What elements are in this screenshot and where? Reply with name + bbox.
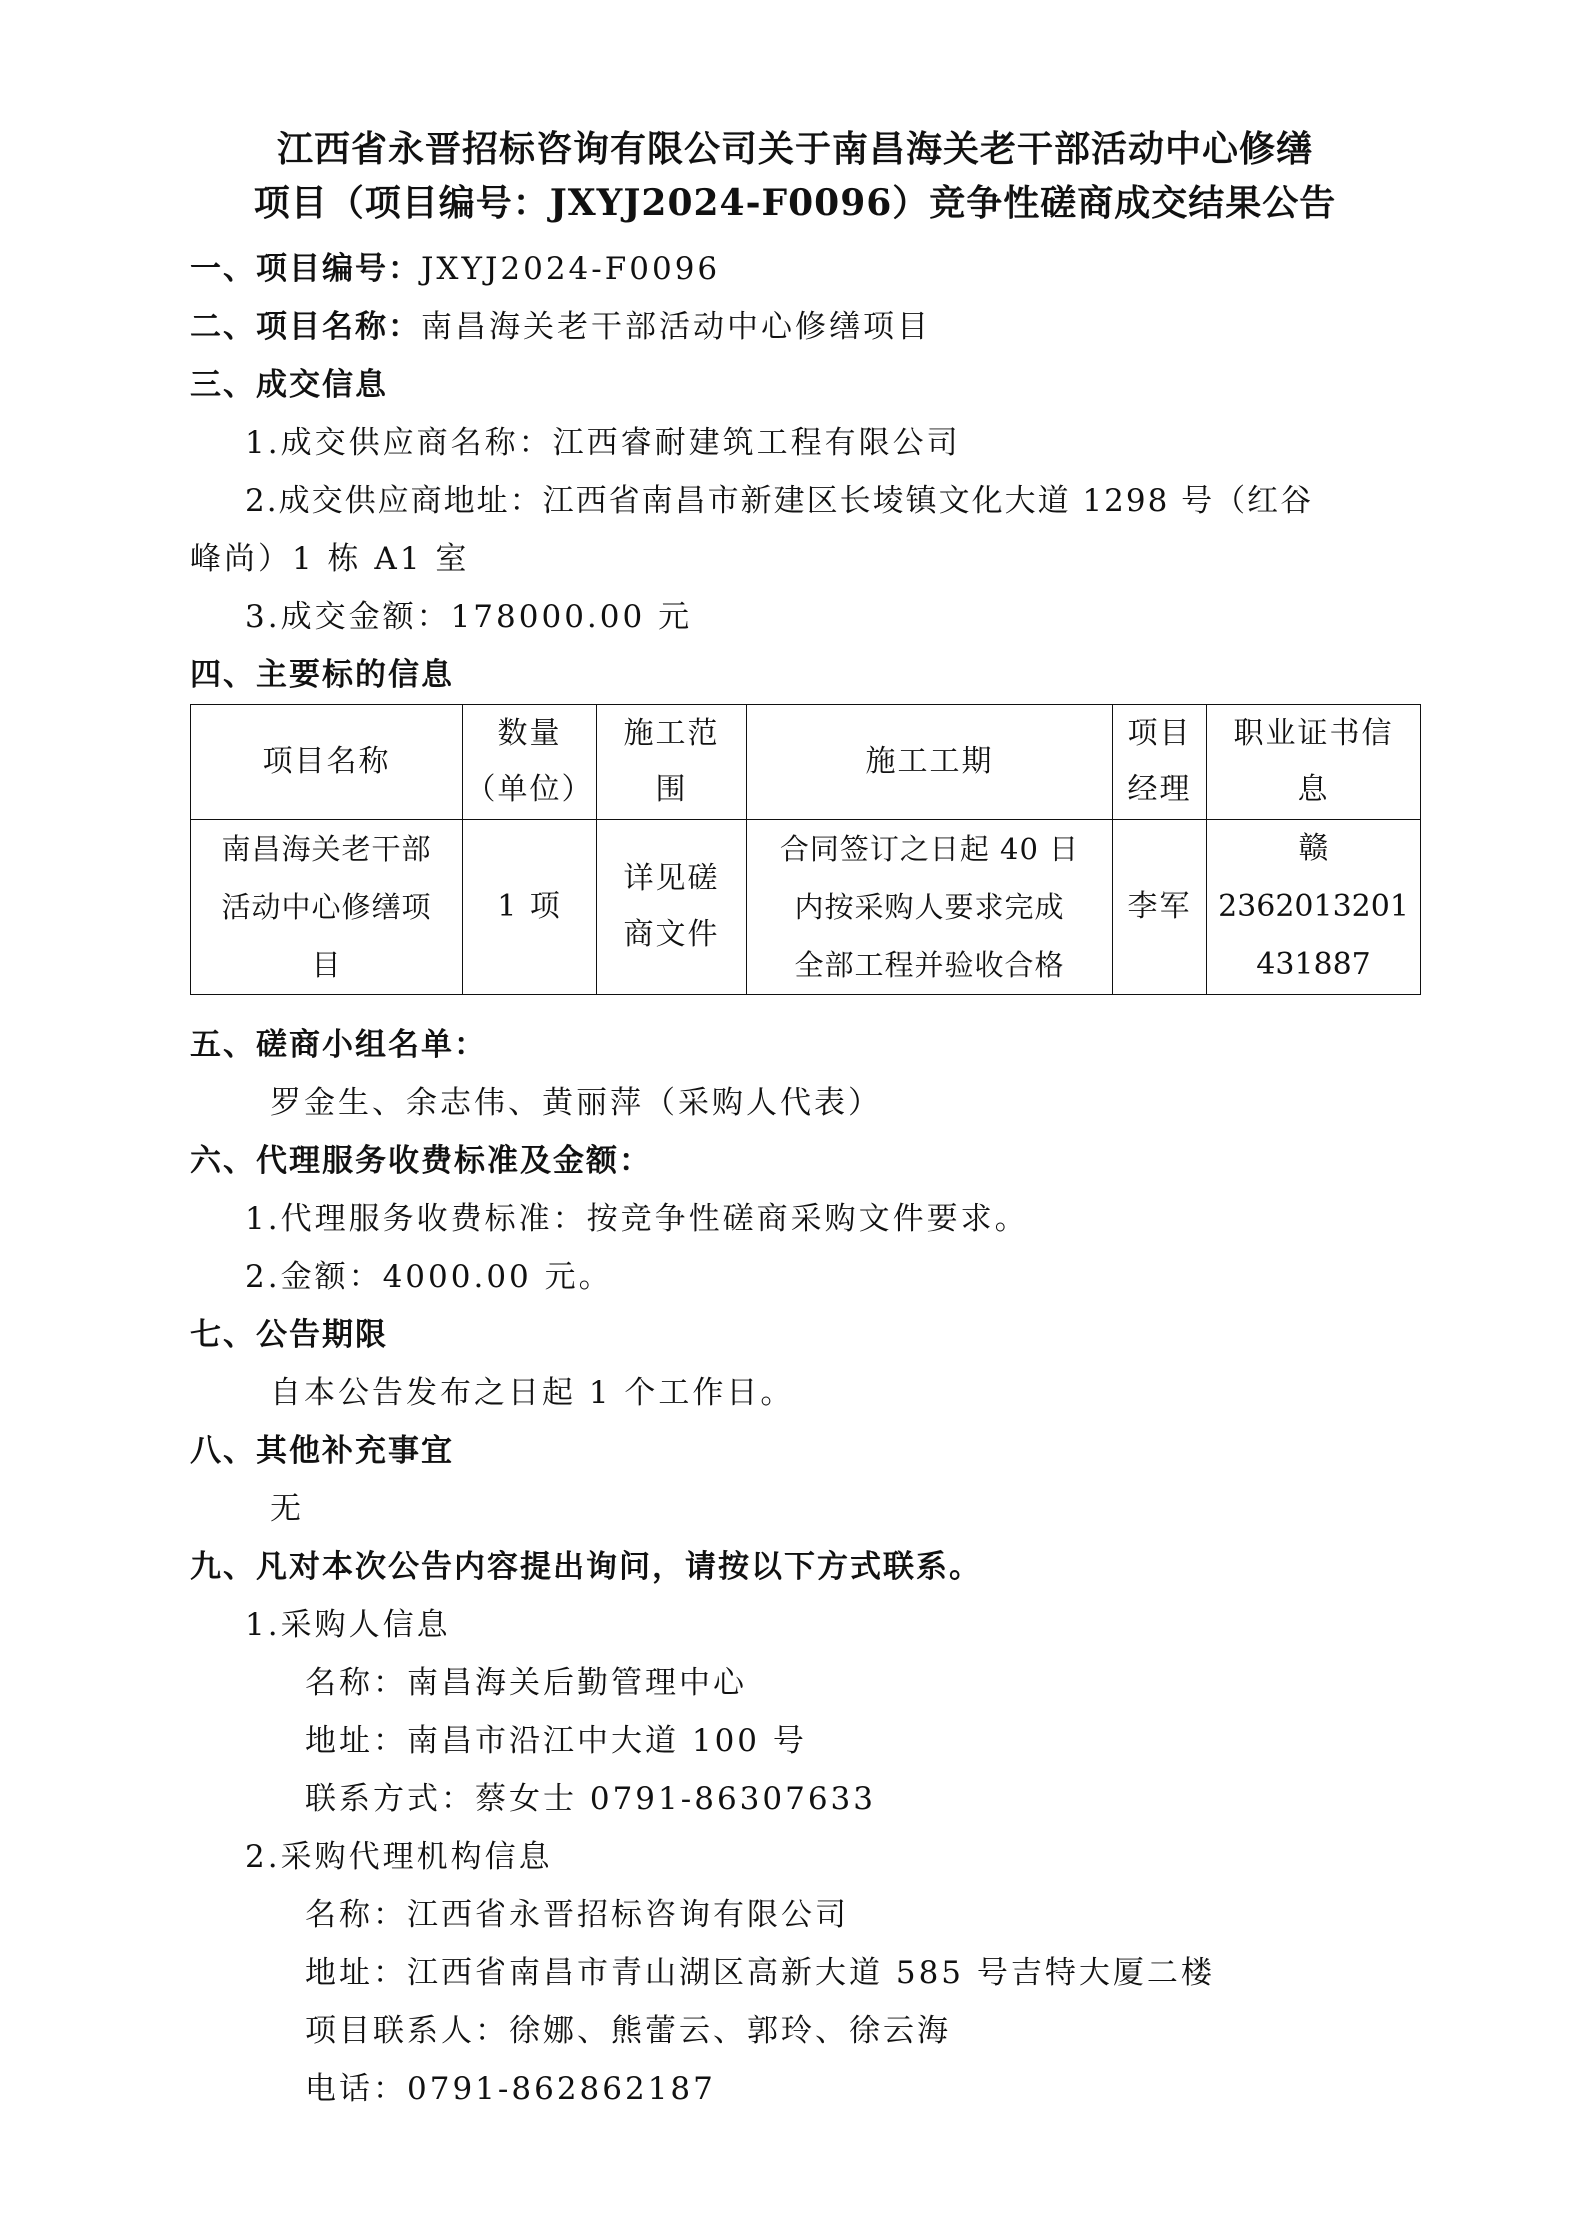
section-9-heading: 九、凡对本次公告内容提出询问，请按以下方式联系。 [190, 1549, 982, 1585]
header-project-name: 项目名称 [191, 705, 463, 820]
section-6-heading: 六、代理服务收费标准及金额： [190, 1143, 652, 1179]
header-period: 施工工期 [747, 705, 1113, 820]
agency-phone: 电话：0791-862862187 [305, 2071, 716, 2107]
subject-info-table [190, 704, 1421, 995]
section-1-heading: 一、项目编号： [190, 251, 421, 287]
project-name: 南昌海关老干部活动中心修缮项目 [421, 309, 931, 345]
header-certificate: 职业证书信 息 [1207, 705, 1421, 820]
purchaser-contact: 联系方式：蔡女士 0791-86307633 [305, 1781, 877, 1817]
section-5-heading: 五、磋商小组名单： [190, 1027, 487, 1063]
supplier-address-line-2: 峰尚）1 栋 A1 室 [190, 541, 470, 577]
header-scope: 施工范 围 [597, 705, 747, 820]
cell-quantity: 1 项 [463, 820, 597, 995]
agency-contacts: 项目联系人：徐娜、熊蕾云、郭玲、徐云海 [305, 2013, 951, 2049]
section-3-heading: 三、成交信息 [190, 367, 388, 403]
section-8-heading: 八、其他补充事宜 [190, 1433, 454, 1469]
purchaser-name: 名称：南昌海关后勤管理中心 [305, 1665, 747, 1701]
fee-standard: 1.代理服务收费标准：按竞争性磋商采购文件要求。 [245, 1201, 1029, 1237]
cell-period: 合同签订之日起 40 日 内按采购人要求完成 全部工程并验收合格 [747, 820, 1113, 995]
section-4-heading: 四、主要标的信息 [190, 657, 454, 693]
section-2 [190, 304, 931, 350]
project-number: JXYJ2024-F0096 [421, 251, 721, 287]
agency-title: 2.采购代理机构信息 [245, 1839, 553, 1875]
fee-amount: 2.金额：4000.00 元。 [245, 1259, 613, 1295]
deal-amount: 3.成交金额：178000.00 元 [245, 599, 693, 635]
table-row [191, 820, 1421, 995]
title-line-1: 江西省永晋招标咨询有限公司关于南昌海关老干部活动中心修缮 [276, 128, 1313, 170]
cell-project-name: 南昌海关老干部 活动中心修缮项 目 [191, 820, 463, 995]
table-header-row [191, 705, 1421, 820]
purchaser-address: 地址：南昌市沿江中大道 100 号 [305, 1723, 807, 1759]
cell-certificate: 赣 2362013201 431887 [1207, 820, 1421, 995]
section-2-heading: 二、项目名称： [190, 309, 421, 345]
section-7-heading: 七、公告期限 [190, 1317, 388, 1353]
agency-address: 地址：江西省南昌市青山湖区高新大道 585 号吉特大厦二楼 [305, 1955, 1215, 1991]
header-manager: 项目 经理 [1113, 705, 1207, 820]
supplier-name: 1.成交供应商名称：江西睿耐建筑工程有限公司 [245, 425, 961, 461]
supplier-address-line-1: 2.成交供应商地址：江西省南昌市新建区长堎镇文化大道 1298 号（红谷 [245, 483, 1314, 519]
other-matters: 无 [270, 1491, 304, 1527]
panel-members: 罗金生、余志伟、黄丽萍（采购人代表） [270, 1085, 882, 1121]
notice-period: 自本公告发布之日起 1 个工作日。 [270, 1375, 795, 1411]
cell-scope: 详见磋 商文件 [597, 820, 747, 995]
cell-manager: 李军 [1113, 820, 1207, 995]
title-line-2: 项目（项目编号：JXYJ2024-F0096）竞争性磋商成交结果公告 [253, 182, 1337, 224]
purchaser-title: 1.采购人信息 [245, 1607, 451, 1643]
agency-name: 名称：江西省永晋招标咨询有限公司 [305, 1897, 849, 1933]
header-quantity: 数量 （单位） [463, 705, 597, 820]
section-1 [190, 246, 720, 292]
